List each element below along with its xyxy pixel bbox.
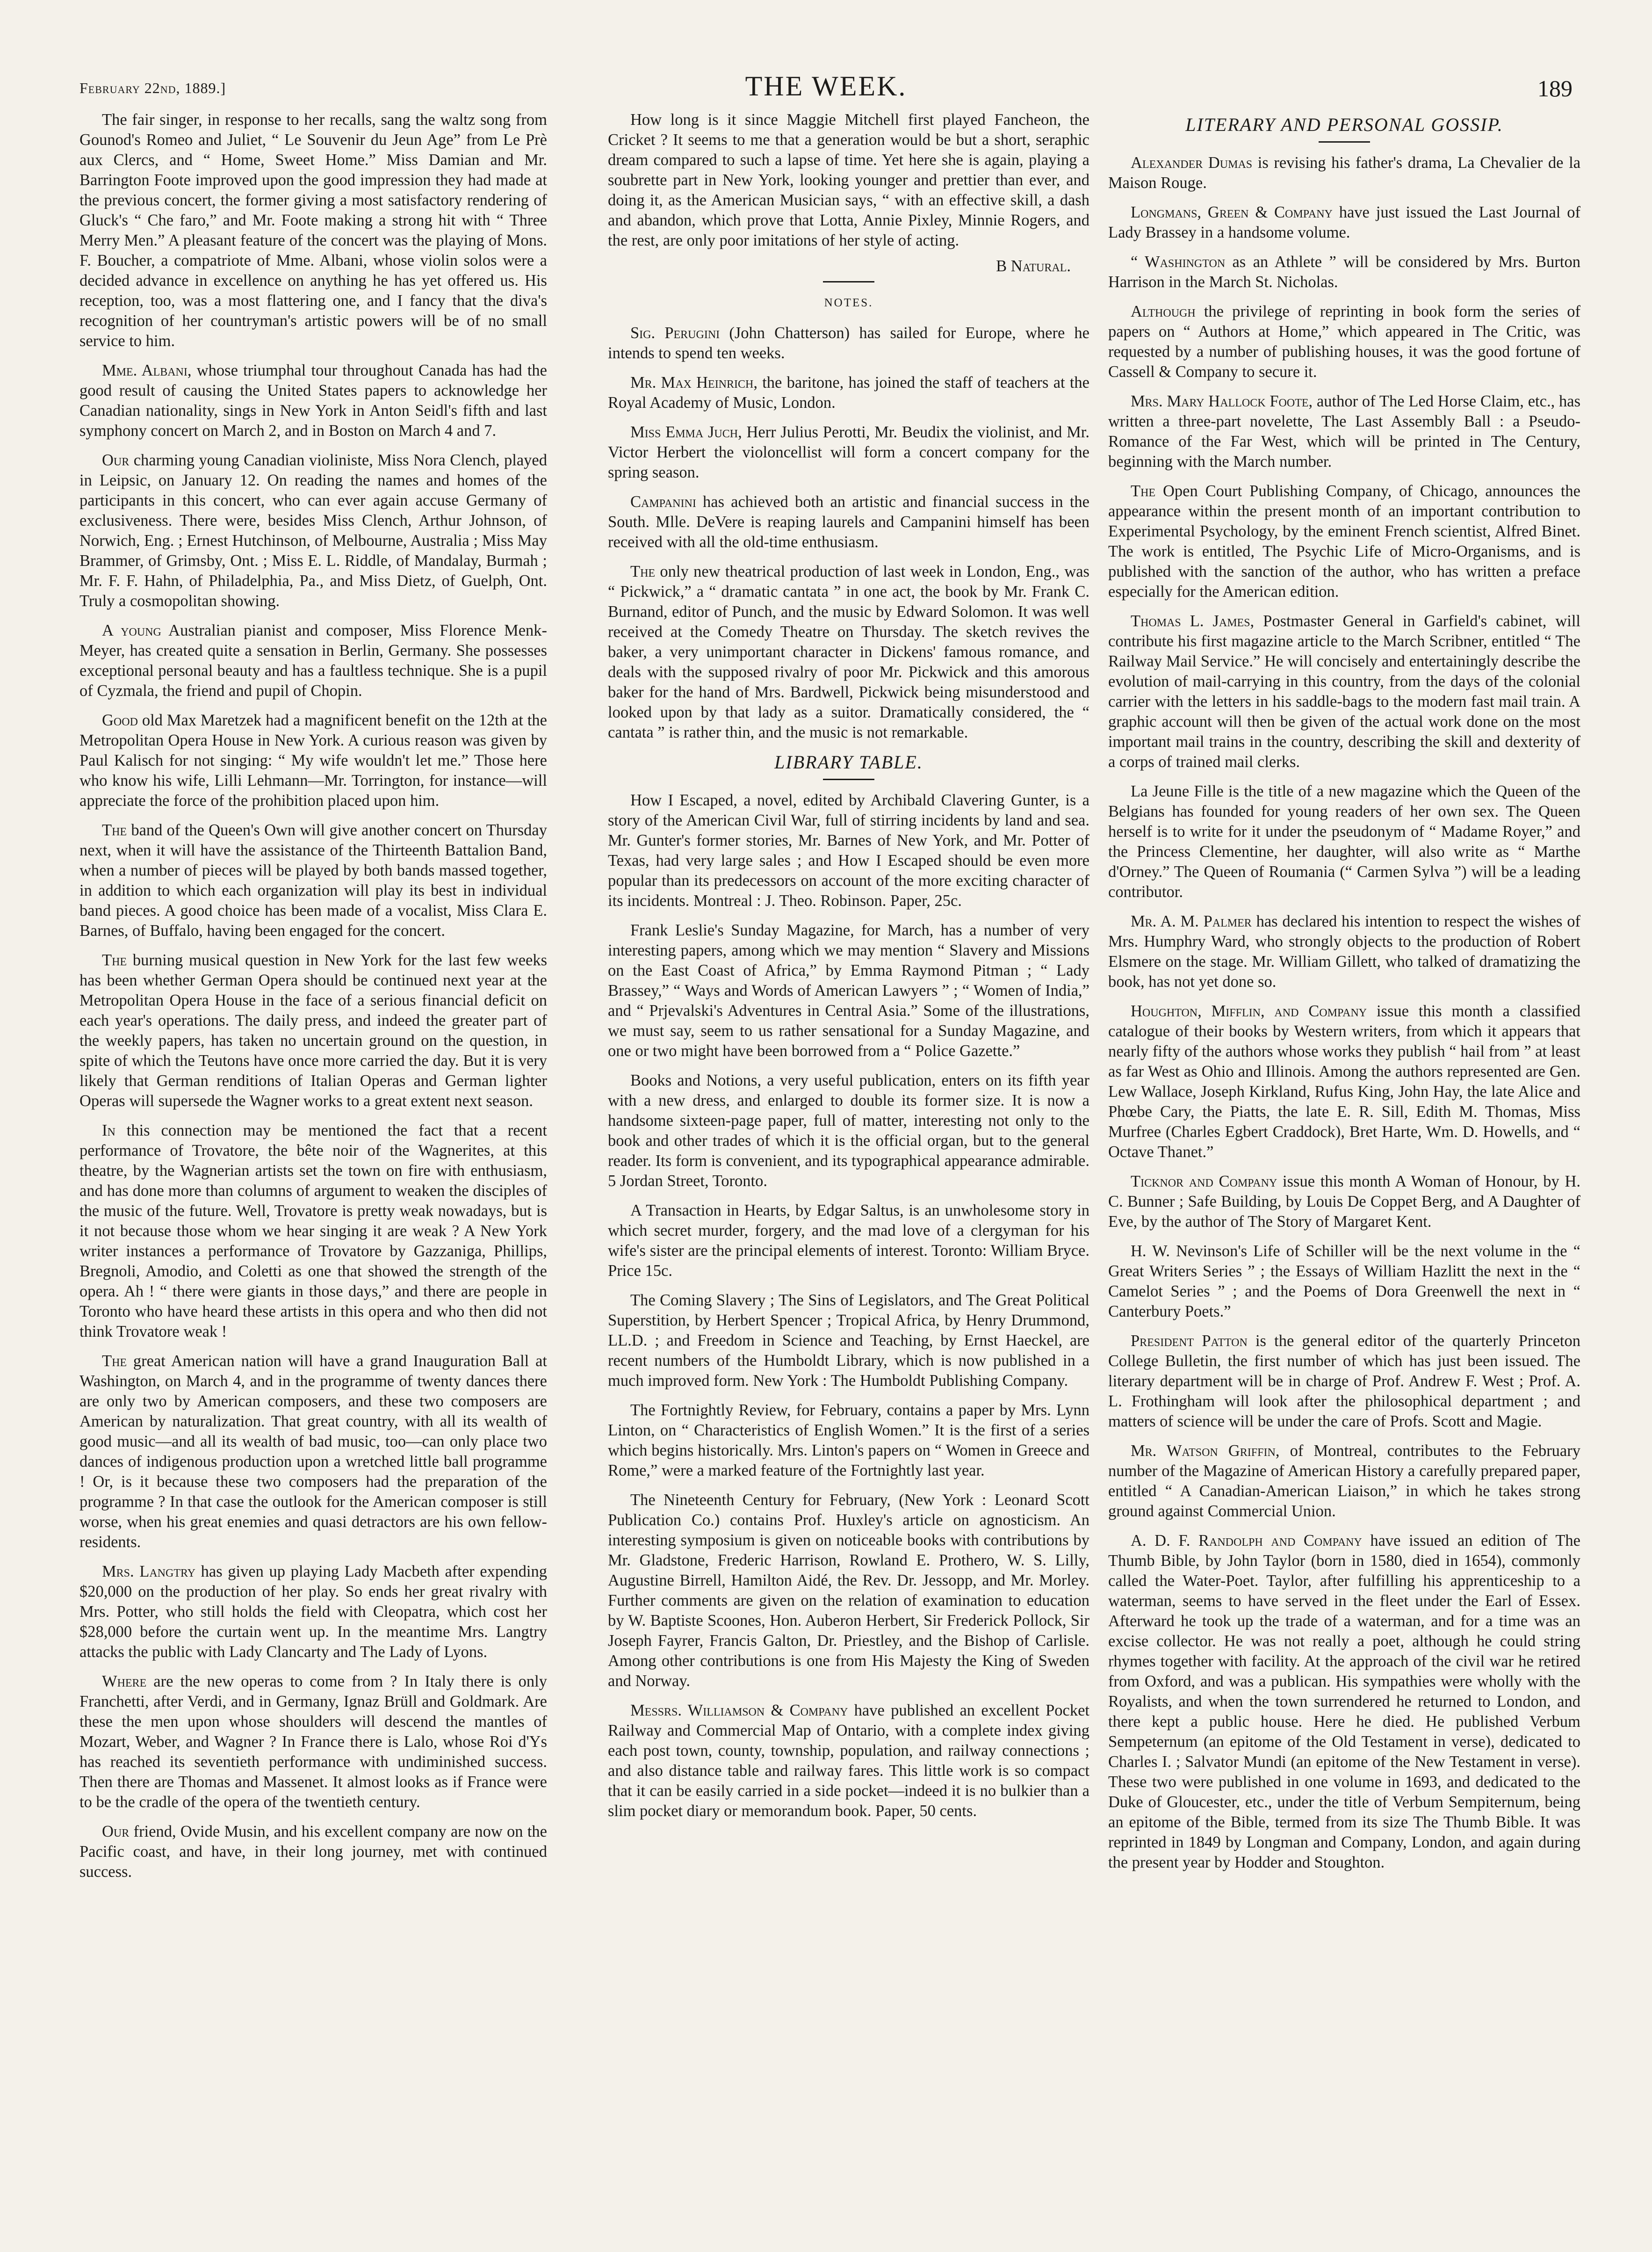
- paragraph-text: Postmaster General in Garfield's cabinet, will contribute his first magazine article to the March Scribner, entitled “ The Railway Mail Service.” He will concisely and entertainingly describe the evolution of mail-carrying in this country, from the days of the colonial carrier with the letters in his saddle-bags to the modern fast mail train. A graphic account will then be given of the actual work done on the most important mail trains in the country, describing the skill and dexterity of a corps of trained mail clerks.: [1108, 612, 1581, 771]
- page-header: [70, 70, 1582, 108]
- paragraph-lead: Longmans, Green & Company: [1131, 203, 1333, 221]
- paragraph-lead: Although: [1131, 303, 1196, 320]
- paragraph: [1108, 1001, 1580, 1162]
- paragraph-text: Herr Julius Perotti, Mr. Beudix the violinist, and Mr. Victor Herbert the violoncellist will form a concert company for the spring season.: [608, 423, 1089, 481]
- paragraph-text: burning musical question in New York for the last few weeks has been whether German Opera should be continued next year at the Metropolitan Opera House in the face of a serious financial deficit on each year's operations. The daily press, and indeed the greater part of the weekly papers, has taken no uncertain ground on the question, in spite of which the Teutons have once more carried the day. But it is very likely that German renditions of Italian Operas and German lighter Operas will supersede the Wagner works to a great extent next season.: [79, 951, 547, 1110]
- paragraph: H. W. Nevinson's Life of Schiller will be the next volume in the “ Great Writers Series ” ; the Essays of William Hazlitt the next in the “ Camelot Series ” ; and the Poems of Dora Greenwell the next in “ Canterbury Poets.”: [1108, 1242, 1580, 1320]
- section-heading: LIBRARY TABLE.: [774, 752, 923, 773]
- paragraph: [79, 1121, 547, 1342]
- paragraph-text: friend, Ovide Musin, and his excellent company are now on the Pacific coast, and have, in their long journey, met with continued success.: [79, 1823, 547, 1881]
- paragraph-text: issue this month a classified catalogue of their books by Western writers, from which it appears that nearly fifty of the authors whose works they publish “ hail from ” at least as far West as Ohio and Illinois. Among the authors represented are Gen. Lew Wallace, Joseph Kirkland, Rufus King, John Hay, the late Alice and Phœbe Cary, the Piatts, the late E. R. Sill, Edith M. Thomas, Miss Murfree (Charles Egbert Craddock), Bret Harte, Wm. D. Howells, and “ Octave Thanet.”: [1108, 1002, 1580, 1161]
- paragraph-lead: Ticknor and Company: [1131, 1173, 1277, 1190]
- paragraph: [79, 950, 547, 1111]
- signature: B Natural.: [996, 257, 1071, 275]
- paragraph-lead: Mr. Max Heinrich,: [630, 374, 757, 391]
- paragraph-lead: Messrs. Williamson & Company: [630, 1702, 848, 1719]
- paragraph: [1108, 153, 1580, 193]
- paragraph-lead: Mme. Albani,: [102, 362, 192, 379]
- paragraph-lead: “ Washington: [1131, 253, 1226, 271]
- divider: [823, 779, 874, 780]
- paragraph-lead: Miss Emma Juch,: [630, 423, 742, 441]
- paragraph: The Nineteenth Century for February, (New York : Leonard Scott Publication Co.) contains Prof. Huxley's article on agnosticism. An interesting symposium is given on noticeable books with contributions by Mr. Gladstone, Frederic Harrison, Rowland E. Prothero, W. S. Lilly, Augustine Birrell, Hamilton Aidé, the Rev. Dr. Jessopp, and Mr. Morley. Further comments are given on the relation of examination to education by W. Baptiste Scoones, Hon. Auberon Herbert, Sir Frederick Pollock, Sir Joseph Fayrer, Francis Galton, Dr. Priestley, and the Bishop of Carlisle. Among other contributions is one from His Majesty the King of Sweden and Norway.: [608, 1491, 1089, 1690]
- paragraph-lead: The: [102, 1352, 127, 1370]
- paragraph: [608, 1701, 1089, 1821]
- paragraph: [1108, 252, 1580, 292]
- paragraph: [608, 492, 1089, 552]
- paragraph: [79, 1562, 547, 1662]
- paragraph-text: has given up playing Lady Macbeth after expending $20,000 on the production of her play. So ends her great rivalry with Mrs. Potter, who still holds the field with Cleopatra, which cost her $28,000 before the curtain went up. In the meantime Mrs. Langtry attacks the public with Lady Clancarty and The Lady of Lyons.: [79, 1563, 547, 1661]
- paragraph: [608, 373, 1089, 413]
- paragraph-lead: Mr. Watson Griffin,: [1131, 1442, 1280, 1460]
- paragraph: [1108, 391, 1580, 472]
- paragraph-lead: The: [102, 951, 127, 969]
- paragraph: [79, 1351, 547, 1552]
- paragraph: La Jeune Fille is the title of a new magazine which the Queen of the Belgians has founded for young readers of her own sex. The Queen herself is to write for it under the pseudonym of “ Madame Royer,” and the Princess Clementine, her daughter, will also write as “ Marthe d'Orney.” The Queen of Roumania (“ Carmen Sylva ”) will be a leading contributor.: [1108, 782, 1580, 901]
- paragraph-text: author of The Led Horse Claim, etc., has written a three-part novelette, The Last Assembly Ball : a Pseudo-Romance of the Far West, which will be printed in The Century, beginning with the March number.: [1108, 392, 1581, 471]
- paragraph-lead: Mr. A. M. Palmer: [1131, 912, 1252, 930]
- paragraph: The Fortnightly Review, for February, contains a paper by Mrs. Lynn Linton, on “ Characteristics of English Women.” It is the first of a series which begins historically. Mrs. Linton's papers on “ Women in Greece and Rome,” were a marked feature of the Fortnightly last year.: [608, 1401, 1089, 1479]
- paragraph-lead: President Patton: [1131, 1332, 1248, 1350]
- paragraph-text: have published an excellent Pocket Railway and Commercial Map of Ontario, with a complete index giving each post town, county, township, population, and railway connections ; and also distance table and railway fares. This little work is so compact that it can be easily carried in a side pocket—indeed it is no bulkier than a slim pocket diary or memorandum book. Paper, 50 cents.: [608, 1702, 1089, 1820]
- notes-heading: NOTES.: [824, 297, 873, 309]
- paragraph-text: are the new operas to come from ? In Italy there is only Franchetti, after Verdi, and in Germany, Ignaz Brüll and Goldmark. Are these the men upon whose shoulders will descend the mantles of Mozart, Weber, and Wagner ? In France there is Lalo, whose Roi d'Ys has reached its seventieth performance with undiminished success. Then there are Thomas and Massenet. It almost looks as if France were to be the cradle of the opera of the twentieth century.: [79, 1673, 547, 1811]
- paragraph: [608, 562, 1089, 743]
- paragraph: [1108, 912, 1580, 992]
- paragraph-text: is the general editor of the quarterly Princeton College Bulletin, the first number of which has just been issued. The literary department will be in charge of Prof. Andrew F. West ; Prof. A. L. Frothingham will look after the philosophical department ; and matters of science will be under the care of Profs. Scott and Magie.: [1108, 1332, 1581, 1430]
- paragraph-text: charming young Canadian violiniste, Miss Nora Clench, played in Leipsic, on January 12. On reading the names and homes of the participants in this concert, who can ever again accuse Germany of exclusiveness. There were, besides Miss Clench, Arthur Johnson, of Norwich, Eng. ; Ernest Hutchinson, of Melbourne, Australia ; Miss May Brammer, of Grimsby, Ont. ; Miss E. L. Riddle, of Mandalay, Burmah ; Mr. F. F. Hahn, of Philadelphia, Pa., and Miss Dietz, of Guelph, Ont. Truly a cosmopolitan showing.: [79, 451, 547, 610]
- paragraph-lead: Alexander Dumas: [1131, 154, 1253, 172]
- paragraph-text: whose triumphal tour throughout Canada has had the good result of causing the United States papers to acknowledge her Canadian nationality, sings in New York in Anton Seidl's fifth and last symphony concert on March 2, and in Boston on March 4 and 7.: [79, 362, 547, 440]
- paragraph-text: (John Chatterson) has sailed for Europe, where he intends to spend ten weeks.: [608, 324, 1089, 362]
- paragraph-lead: Campanini: [630, 493, 696, 511]
- paragraph: [79, 820, 547, 941]
- masthead: THE WEEK.: [745, 71, 907, 101]
- divider: [823, 281, 874, 282]
- paragraph-lead: Thomas L. James,: [1131, 612, 1255, 630]
- paragraph-text: only new theatrical production of last week in London, Eng., was “ Pickwick,” a “ dramatic cantata ” in one act, the book by Mr. Frank C. Burnand, editor of Punch, and the music by Edward Solomon. It was well received at the Comedy Theatre on Thursday. The sketch revives the baker, a very unimportant character in Dickens' famous romance, and deals with the supposed rivalry of poor Mr. Pickwick and this amorous baker for the hand of Mrs. Bardwell, Pickwick being misunderstood and looked upon by that lady as a suitor. Dramatically considered, the “ cantata ” is rather thin, and the music is not remarkable.: [608, 563, 1089, 741]
- paragraph-lead: Our: [102, 1823, 130, 1840]
- paragraph: [79, 450, 547, 611]
- paragraph-lead: A young: [102, 622, 161, 639]
- paragraph: A Transaction in Hearts, by Edgar Saltus, is an unwholesome story in which secret murder, forgery, and the mad love of a clergyman for his wife's sister are the principal elements of interest. Toronto: William Bryce. Price 15c.: [608, 1202, 1089, 1280]
- paragraph-text: as an Athlete ” will be considered by Mrs. Burton Harrison in the March St. Nicholas.: [1108, 253, 1581, 291]
- column-gossip: [1108, 110, 1580, 1882]
- paragraph-text: Australian pianist and composer, Miss Florence Menk-Meyer, has created quite a sensation in Berlin, Germany. She possesses exceptional personal beauty and has a faultless technique. She is a pupil of Cyzmala, the friend and pupil of Chopin.: [79, 622, 548, 700]
- divider: [1319, 141, 1370, 143]
- paragraph-text: band of the Queen's Own will give another concert on Thursday next, when it will have the assistance of the Thirteenth Battalion Band, when a number of pieces will be played by both bands massed together, in addition to which each organization will play its best in individual band pieces. A good choice has been made of a vocalist, Miss Clara E. Barnes, of Buffalo, having been engaged for the concert.: [79, 821, 547, 940]
- paragraph: [79, 361, 547, 441]
- paragraph-text: have issued an edition of The Thumb Bible, by John Taylor (born in 1580, died in 1654), commonly called the Water-Poet. Taylor, after fulfilling his apprenticeship to a waterman, seems to have served in the fleet under the Earl of Essex. Afterward he took up the trade of a waterman, and for a time was an excise collector. He was not really a poet, although he could string rhymes together with facility. At the approach of the civil war he retired from Oxford, and was a publican. His sympathies were wholly with the Royalists, and when the town surrendered he returned to London, and there kept a public house. Here he died. He published Verbum Sempeternum (an epitome of the Old Testament in verse), dedicated to Charles I. ; Salvator Mundi (an epitome of the New Testament in verse). These two were published in one volume in 1693, and dedicated to the Duke of Gloucester, etc., under the title of Verbum Sempiternum, being an epitome of the Bible, termed from its size The Thumb Bible. It was reprinted in 1849 by Longman and Company, London, and again during the present year by Hodder and Stoughton.: [1108, 1532, 1580, 1871]
- paragraph: The fair singer, in response to her recalls, sang the waltz song from Gounod's Romeo and Juliet, “ Le Souvenir du Jeun Age” from Le Prè aux Clercs, and “ Home, Sweet Home.” Miss Damian and Mr. Barrington Foote improved upon the good impression they had made at the previous concert, the former giving a most satisfactory rendering of Gluck's “ Che faro,” and Mr. Foote making a strong hit with “ Three Merry Men.” A pleasant feature of the concert was the playing of Mons. F. Boucher, a compatriote of Mme. Albani, whose violin solos were a decided advance in excellence on anything he has yet offered us. His reception, too, was a most flattering one, and I fancy that the diva's recognition of her countryman's artistic powers will be of no small service to him.: [79, 111, 547, 350]
- paragraph: [1108, 611, 1580, 772]
- paragraph-lead: Good: [102, 711, 138, 729]
- paragraph: [1108, 203, 1580, 243]
- paragraph: [608, 422, 1089, 483]
- paragraph: [1108, 1441, 1580, 1521]
- paragraph: [79, 1672, 547, 1812]
- paragraph-lead: The: [630, 563, 656, 580]
- paragraph-text: old Max Maretzek had a magnificent benefit on the 12th at the Metropolitan Opera House in New York. A curious reason was given by Paul Kalisch for not singing: “ My wife wouldn't let me.” Those here who know his wife, Lilli Lehmann—Mr. Torrington, for instance—will appreciate the force of the prohibition placed upon him.: [79, 711, 547, 810]
- paragraph: [79, 710, 547, 811]
- column-notes-library: [608, 110, 1089, 1831]
- paragraph: [1108, 1331, 1580, 1432]
- paragraph-text: is revising his father's drama, La Chevalier de la Maison Rouge.: [1108, 154, 1581, 192]
- paragraph-text: the privilege of reprinting in book form the series of papers on “ Authors at Home,” which appeared in The Critic, was requested by a number of publishing houses, it was the good fortune of Cassell & Company to secure it.: [1108, 303, 1580, 381]
- paragraph: The Coming Slavery ; The Sins of Legislators, and The Great Political Superstition, by Herbert Spencer ; Tropical Africa, by Henry Drummond, LL.D. ; and Freedom in Science and Teaching, by Ernst Haeckel, are recent numbers of the Humboldt Library, which is now published in a much improved form. New York : The Humboldt Publishing Company.: [608, 1291, 1089, 1390]
- paragraph: [1108, 1172, 1580, 1232]
- paragraph-text: issue this month A Woman of Honour, by H. C. Bunner ; Safe Building, by Louis De Coppet Berg, and A Daughter of Eve, by the author of The Story of Margaret Kent.: [1108, 1173, 1581, 1231]
- column-music: [79, 110, 547, 1891]
- paragraph-text: great American nation will have a grand Inauguration Ball at Washington, on March 4, and in the programme of twenty dances there are only two by American composers, and these two composers are American by naturalization. That great country, with all its wealth of good music—and all its wealth of bad music, too—can only place two dances of indigenous production upon a wretched little ball programme ! Or, is it because these two composers had the preparation of the programme ? In that case the outlook for the American composer is still worse, when his great enemies and quasi detractors are his own fellow-residents.: [79, 1352, 547, 1551]
- paragraph: Books and Notions, a very useful publication, enters on its fifth year with a new dress, and enlarged to double its former size. It is now a handsome sixteen-page paper, full of matter, interesting not only to the book and other trades of which it is the official organ, but to the general reader. Its form is convenient, and its typographical appearance admirable. 5 Jordan Street, Toronto.: [608, 1072, 1089, 1190]
- paragraph: [79, 621, 547, 701]
- paragraph: Frank Leslie's Sunday Magazine, for March, has a number of very interesting papers, among which we may mention “ Slavery and Missions on the East Coast of Africa,” by Emma Raymond Pitman ; “ Lady Brassey,” “ Ways and Words of American Lawyers ” ; “ Women of India,” and “ Prjevalski's Adventures in Central Asia.” Some of the illustrations, we must say, seem to us rather sensational for a Sunday Magazine, and one or two might have been borrowed from a “ Police Gazette.”: [608, 921, 1089, 1060]
- issue-date: February 22nd, 1889.]: [79, 80, 226, 96]
- paragraph: [1108, 302, 1580, 382]
- paragraph-lead: Our: [102, 451, 130, 469]
- paragraph-text: have just issued the Last Journal of Lady Brassey in a handsome volume.: [1108, 203, 1580, 241]
- paragraph: How long is it since Maggie Mitchell first played Fancheon, the Cricket ? It seems to me that a generation would be but a short, seraphic dream compared to such a lapse of time. Yet here she is again, playing a soubrette part in New York, looking younger and prettier than ever, and doing it, as the American Musician says, “ with an effective skill, a dash and abandon, which prove that Lotta, Annie Pixley, Minnie Rogers, and the rest, are only poor imitations of her style of acting.: [608, 111, 1089, 249]
- paragraph-lead: Sig. Perugini: [630, 324, 720, 342]
- paragraph: [1108, 1531, 1580, 1873]
- paragraph-lead: The: [102, 821, 127, 839]
- page-number: 189: [1537, 75, 1573, 101]
- paragraph-lead: A. D. F. Randolph and Company: [1131, 1532, 1362, 1550]
- paragraph-text: Open Court Publishing Company, of Chicago, announces the appearance within the present month of an important contribution to Experimental Psychology, by the eminent French scientist, Alfred Binet. The work is entitled, The Psychic Life of Micro-Organisms, and is published with the sanction of the author, who has written a preface especially for the American edition.: [1108, 482, 1580, 601]
- paragraph-text: the baritone, has joined the staff of teachers at the Royal Academy of Music, London.: [608, 374, 1089, 412]
- paragraph-lead: In: [102, 1122, 115, 1139]
- paragraph-text: of Montreal, contributes to the February number of the Magazine of American History a carefully prepared paper, entitled “ A Canadian-American Liaison,” in which he takes strong ground against Commercial Union.: [1108, 1442, 1580, 1520]
- paragraph: [79, 1822, 547, 1882]
- paragraph-lead: Mrs. Langtry: [102, 1563, 196, 1580]
- section-heading: LITERARY AND PERSONAL GOSSIP.: [1185, 114, 1503, 135]
- paragraph-lead: The: [1131, 482, 1156, 500]
- paragraph: [608, 323, 1089, 363]
- paragraph-lead: Houghton, Mifflin, and Company: [1131, 1002, 1367, 1020]
- paragraph-text: this connection may be mentioned the fact that a recent performance of Trovatore, the bête noir of the Wagnerites, at this theatre, by the Wagnerian artists set the town on fire with enthusiasm, and has done more than columns of argument to weaken the disciples of the music of the future. Well, Trovatore is pretty weak nowadays, but is it not because those whom we hear singing it are weak ? A New York writer instances a performance of Trovatore by Gazzaniga, Phillips, Bregnoli, Amodio, and Coletti as one that showed the strength of the opera. Ah ! “ there were giants in those days,” and there are people in Toronto who have heard these artists in this opera and who then did not think Trovatore weak !: [79, 1122, 547, 1340]
- paragraph-text: has declared his intention to respect the wishes of Mrs. Humphry Ward, who strongly objects to the production of Robert Elsmere on the stage. Mr. William Gillett, who talked of dramatizing the book, has not yet done so.: [1108, 912, 1580, 991]
- paragraph: How I Escaped, a novel, edited by Archibald Clavering Gunter, is a story of the American Civil War, full of stirring incidents by land and sea. Mr. Gunter's former stories, Mr. Barnes of New York, and Mr. Potter of Texas, had very large sales ; and How I Escaped should be even more popular than its predecessors on account of the more exciting character of its incidents. Montreal : J. Theo. Robinson. Paper, 25c.: [608, 791, 1089, 910]
- paragraph-lead: Where: [102, 1673, 147, 1690]
- paragraph: [1108, 481, 1580, 602]
- paragraph-text: has achieved both an artistic and financial success in the South. Mlle. DeVere is reaping laurels and Campanini himself has been received with all the old-time enthusiasm.: [608, 493, 1089, 551]
- paragraph-lead: Mrs. Mary Hallock Foote,: [1131, 392, 1313, 410]
